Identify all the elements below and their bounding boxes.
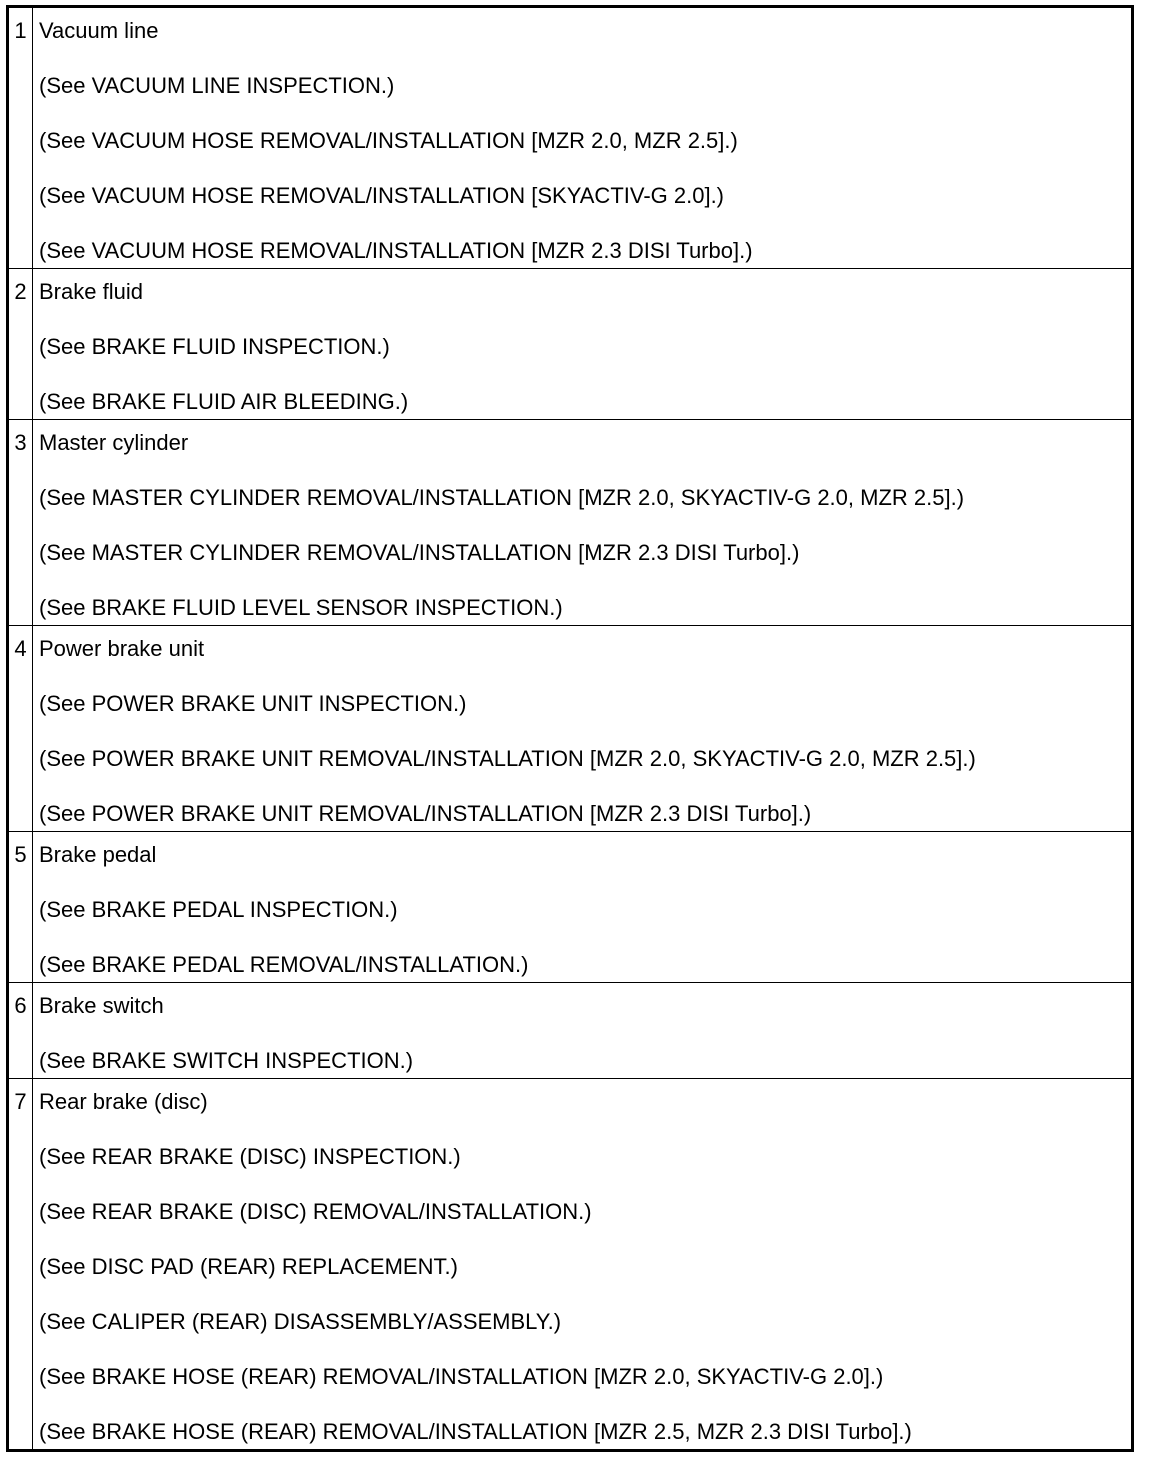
table-row xyxy=(9,831,1131,982)
component-title: Rear brake (disc) xyxy=(39,1089,208,1114)
reference-link[interactable]: (See BRAKE HOSE (REAR) REMOVAL/INSTALLATION [MZR 2.0, SKYACTIV-G 2.0].) xyxy=(39,1364,884,1389)
reference-link[interactable]: (See REAR BRAKE (DISC) REMOVAL/INSTALLATION.) xyxy=(39,1199,592,1224)
reference-link[interactable]: (See BRAKE PEDAL REMOVAL/INSTALLATION.) xyxy=(39,952,529,977)
reference-link[interactable]: (See CALIPER (REAR) DISASSEMBLY/ASSEMBLY.) xyxy=(39,1309,562,1334)
reference-link[interactable]: (See REAR BRAKE (DISC) INSPECTION.) xyxy=(39,1144,461,1169)
reference-link[interactable]: (See BRAKE SWITCH INSPECTION.) xyxy=(39,1048,414,1073)
reference-link[interactable]: (See POWER BRAKE UNIT INSPECTION.) xyxy=(39,691,467,716)
row-content xyxy=(33,832,1131,982)
table-row xyxy=(9,8,1131,268)
reference-link[interactable]: (See VACUUM HOSE REMOVAL/INSTALLATION [MZR 2.3 DISI Turbo].) xyxy=(39,238,753,263)
reference-link[interactable]: (See VACUUM HOSE REMOVAL/INSTALLATION [MZR 2.0, MZR 2.5].) xyxy=(39,128,738,153)
component-table xyxy=(6,5,1134,1452)
row-content xyxy=(33,269,1131,419)
row-content xyxy=(33,983,1131,1078)
row-content xyxy=(33,1079,1131,1449)
table-row xyxy=(9,268,1131,419)
row-number: 2 xyxy=(9,269,33,419)
reference-link[interactable]: (See POWER BRAKE UNIT REMOVAL/INSTALLATION [MZR 2.0, SKYACTIV-G 2.0, MZR 2.5].) xyxy=(39,746,976,771)
component-title: Brake fluid xyxy=(39,279,143,304)
component-title: Brake switch xyxy=(39,993,164,1018)
table-row xyxy=(9,1078,1131,1449)
table-row xyxy=(9,625,1131,831)
row-number: 7 xyxy=(9,1079,33,1449)
reference-link[interactable]: (See DISC PAD (REAR) REPLACEMENT.) xyxy=(39,1254,458,1279)
reference-link[interactable]: (See VACUUM HOSE REMOVAL/INSTALLATION [SKYACTIV-G 2.0].) xyxy=(39,183,725,208)
component-title: Master cylinder xyxy=(39,430,189,455)
table-row xyxy=(9,982,1131,1078)
reference-link[interactable]: (See BRAKE FLUID LEVEL SENSOR INSPECTION.) xyxy=(39,595,563,620)
component-title: Power brake unit xyxy=(39,636,205,661)
reference-link[interactable]: (See BRAKE HOSE (REAR) REMOVAL/INSTALLATION [MZR 2.5, MZR 2.3 DISI Turbo].) xyxy=(39,1419,912,1444)
reference-link[interactable]: (See VACUUM LINE INSPECTION.) xyxy=(39,73,395,98)
row-number: 4 xyxy=(9,626,33,831)
reference-link[interactable]: (See BRAKE PEDAL INSPECTION.) xyxy=(39,897,398,922)
row-number: 3 xyxy=(9,420,33,625)
reference-link[interactable]: (See POWER BRAKE UNIT REMOVAL/INSTALLATION [MZR 2.3 DISI Turbo].) xyxy=(39,801,812,826)
component-title: Vacuum line xyxy=(39,18,159,43)
reference-link[interactable]: (See MASTER CYLINDER REMOVAL/INSTALLATION [MZR 2.3 DISI Turbo].) xyxy=(39,540,800,565)
row-content xyxy=(33,626,1131,831)
row-content xyxy=(33,8,1131,268)
reference-link[interactable]: (See BRAKE FLUID INSPECTION.) xyxy=(39,334,390,359)
reference-link[interactable]: (See MASTER CYLINDER REMOVAL/INSTALLATION [MZR 2.0, SKYACTIV-G 2.0, MZR 2.5].) xyxy=(39,485,965,510)
row-number: 6 xyxy=(9,983,33,1078)
component-title: Brake pedal xyxy=(39,842,157,867)
reference-link[interactable]: (See BRAKE FLUID AIR BLEEDING.) xyxy=(39,389,409,414)
row-content xyxy=(33,420,1131,625)
row-number: 5 xyxy=(9,832,33,982)
table-row xyxy=(9,419,1131,625)
row-number: 1 xyxy=(9,8,33,268)
